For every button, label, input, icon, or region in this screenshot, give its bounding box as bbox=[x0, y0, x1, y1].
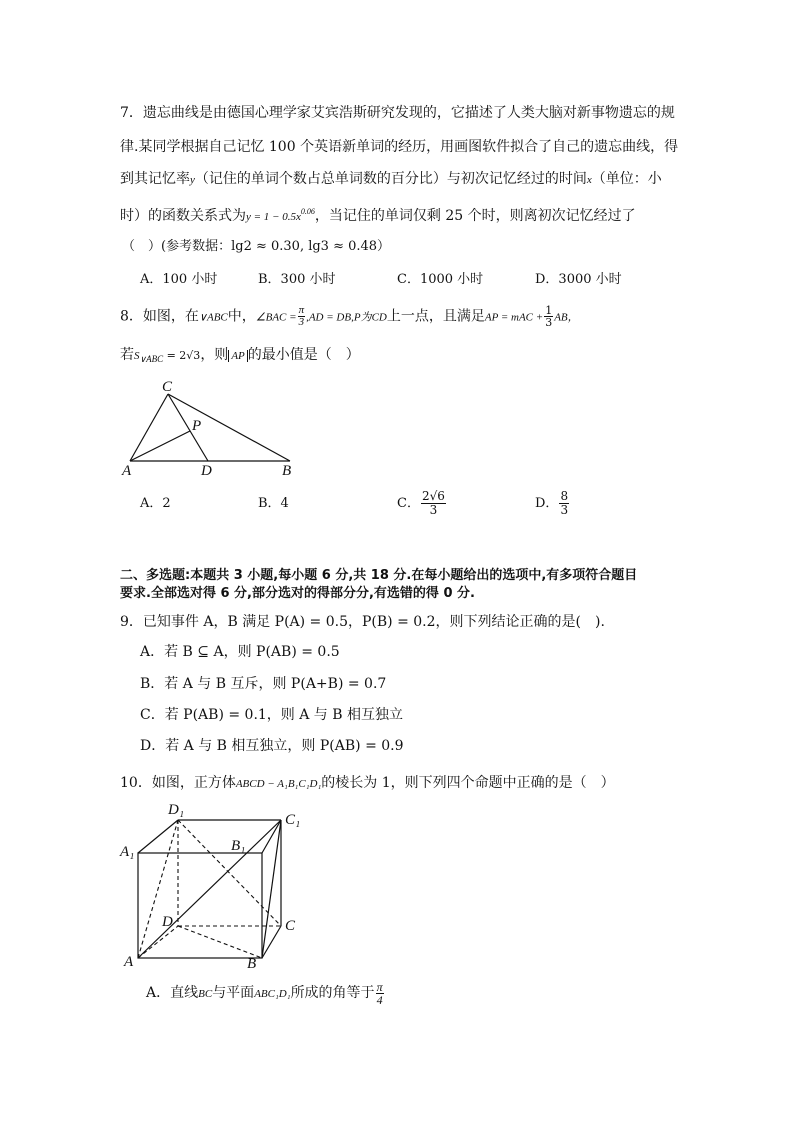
q9-option-d: D．若 A 与 B 相互独立，则 P(AB) = 0.9 bbox=[140, 738, 404, 754]
label-a: A bbox=[124, 954, 134, 970]
label-p: P bbox=[192, 418, 202, 434]
var-y: y bbox=[190, 174, 195, 186]
q8-coefficient-fraction: $\frac{1}{3}$ bbox=[545, 304, 553, 329]
q7-answer-line: （ ）(参考数据：lg2 ≈ 0.30, lg3 ≈ 0.48） bbox=[122, 239, 391, 254]
segment-cd bbox=[168, 394, 208, 461]
edge-ad bbox=[138, 926, 178, 958]
q7-option-d: D．3000 小时 bbox=[535, 272, 622, 287]
edge-a1d1 bbox=[138, 820, 178, 853]
q7-reference-data: (参考数据：lg2 ≈ 0.30, lg3 ≈ 0.48） bbox=[161, 239, 391, 254]
label-d: D bbox=[162, 914, 173, 930]
q8-option-b: B．4 bbox=[258, 496, 289, 511]
q8-line2: 若$S_{\vee ABC} = 2√3$，则 AP 的最小值是（ ） bbox=[120, 347, 360, 364]
q7-option-b: B．300 小时 bbox=[258, 272, 336, 287]
q8-option-a: A．2 bbox=[140, 496, 171, 511]
q8-option-c: C． $\frac{2√6}{3}$ bbox=[397, 489, 445, 517]
q10-option-a-fraction: $\frac{\pi}{4}$ bbox=[376, 979, 383, 1007]
q7-option-a: A．100 小时 bbox=[140, 272, 218, 287]
label-b: B bbox=[282, 463, 292, 478]
diag-db bbox=[178, 926, 262, 958]
q8-triangle-figure bbox=[110, 378, 310, 478]
q8-angle-fraction: $\frac{\pi}{3}$ bbox=[298, 304, 305, 328]
label-b: B bbox=[247, 956, 257, 972]
q7-option-c: C．1000 小时 bbox=[397, 272, 484, 287]
q8-abs-ap: AP bbox=[228, 350, 247, 362]
q9-option-c: C．若 P(AB) = 0.1，则 A 与 B 相互独立 bbox=[140, 707, 403, 723]
diag-bc1 bbox=[262, 820, 281, 958]
q9-option-b: B．若 A 与 B 互斥，则 P(A+B) = 0.7 bbox=[140, 676, 387, 692]
q10-option-a: A．直线BC与平面ABC₁D₁所成的角等于 $\frac{\pi}{4}$ bbox=[146, 979, 383, 1007]
diag-d1c bbox=[178, 820, 281, 926]
diag-ac1 bbox=[138, 820, 281, 958]
q8-stem: 8．如图，在∨ABC中，∠BAC = $\frac{\pi}{3}$ ,AD = DB,P为CD上一点，且满足AP = mAC + $\frac{1}{3}$ AB， bbox=[120, 304, 579, 329]
q7-line4: 时）的函数关系式为$y = 1 - 0.5x^{0.06}$，当记住的单词仅剩 25 个时，则离初次记忆经过了 bbox=[120, 207, 636, 224]
q7-formula-exponent: 0.06 bbox=[300, 207, 315, 216]
label-c: C bbox=[285, 918, 296, 934]
q10-cube-figure bbox=[118, 798, 318, 973]
q7-line3: 到其记忆率y（记住的单词个数占总单词数的百分比）与初次记忆经过的时间x（单位：小 bbox=[120, 171, 662, 187]
front-face bbox=[138, 853, 262, 958]
label-d: D bbox=[201, 463, 212, 478]
segment-cb bbox=[168, 394, 290, 461]
section2-heading-line2: 要求.全部选对得 6 分,部分选对的得部分分,有选错的得 0 分. bbox=[120, 586, 475, 601]
q7-line1: 7．遗忘曲线是由德国心理学家艾宾浩斯研究发现的，它描述了人类大脑对新事物遗忘的规 bbox=[120, 105, 675, 121]
label-d1: D₁ bbox=[168, 802, 185, 818]
q7-line2: 律.某同学根据自己记忆 100 个英语新单词的经历，用画图软件拟合了自己的遗忘曲线，得 bbox=[120, 139, 679, 155]
label-c: C bbox=[162, 379, 173, 395]
label-a1: A₁ bbox=[120, 844, 135, 860]
label-c1: C₁ bbox=[285, 812, 301, 828]
label-a: A bbox=[122, 463, 132, 478]
q7-formula: y = 1 − 0.5x bbox=[246, 211, 301, 223]
var-x: x bbox=[586, 174, 592, 186]
q10-stem: 10．如图，正方体ABCD − A₁B₁C₁D₁的棱长为 1，则下列四个命题中正确的是（ ） bbox=[120, 775, 615, 791]
q8-option-d: D． $\frac{8}{3}$ bbox=[535, 489, 569, 517]
section2-heading-line1: 二、多选题:本题共 3 小题,每小题 6 分,共 18 分.在每小题给出的选项中,有多项符合题目 bbox=[120, 568, 638, 583]
edge-bc bbox=[262, 926, 281, 958]
q9-stem: 9．已知事件 A，B 满足 P(A) = 0.5，P(B) = 0.2，则下列结论正确的是( ). bbox=[120, 614, 605, 630]
q10-cube-name: ABCD − A₁B₁C₁D₁ bbox=[235, 778, 322, 790]
label-b1: B₁ bbox=[231, 838, 246, 854]
diag-ad1 bbox=[138, 820, 178, 958]
q9-option-a: A．若 B ⊆ A，则 P(AB) = 0.5 bbox=[140, 644, 340, 660]
